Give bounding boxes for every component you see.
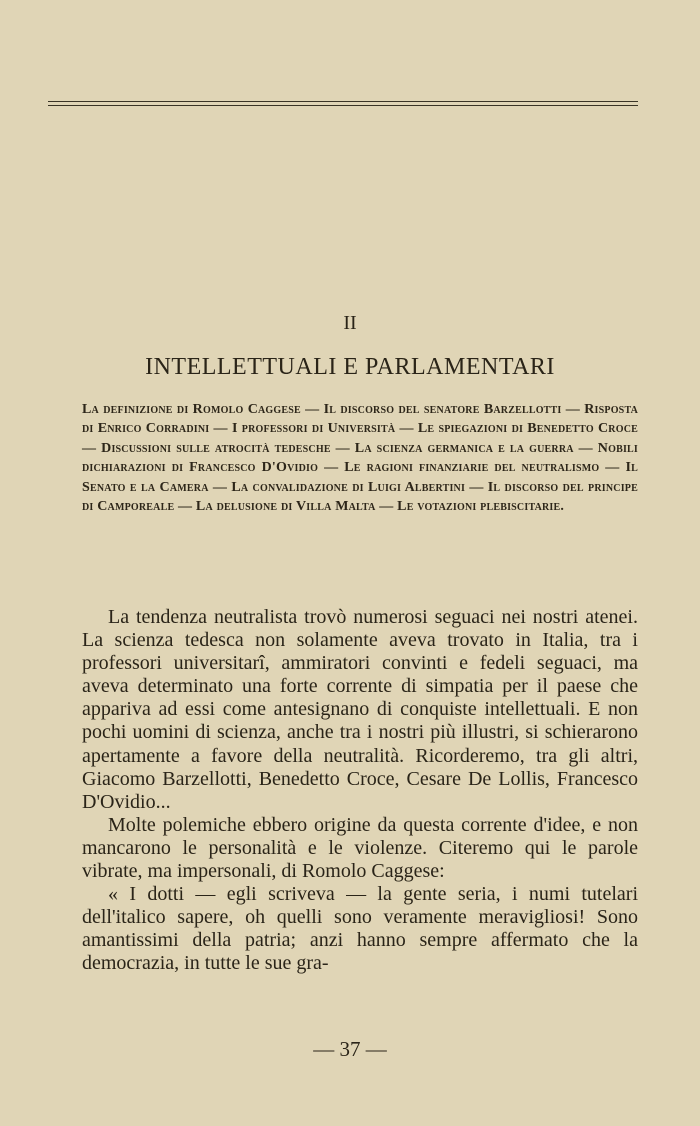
chapter-summary: La definizione di Romolo Caggese — Il discorso del senatore Barzellotti — Risposta di Enrico Corradini — I professori di Università — Le spiegazioni di Benedetto Croce — Discussioni sulle atrocità tedesche — La scienza germanica e la guerra — Nobili dichiarazioni di Francesco D'Ovidio — Le ragioni finanziarie del neutralismo — Il Senato e la Camera — La convalidazione di Luigi Albertini — Il discorso del principe di Camporeale — La delusione di Villa Malta — Le votazioni plebiscitarie. — [82, 402, 638, 515]
body-text — [82, 606, 638, 976]
paragraph: Molte polemiche ebbero origine da questa corrente d'idee, e non mancarono le personalità e le violenze. Citeremo qui le parole vibrate, ma impersonali, di Romolo Caggese: — [82, 813, 638, 883]
chapter-title: INTELLETTUALI E PARLAMENTARI — [145, 354, 555, 380]
header-rule-bottom — [48, 105, 638, 106]
header-rule-top — [48, 101, 638, 102]
chapter-number: II — [343, 312, 357, 334]
paragraph: La tendenza neutralista trovò numerosi seguaci nei nostri atenei. La scienza tedesca non solamente aveva trovato in Italia, tra i professori universitarî, ammiratori convinti e fedeli seguaci, ma aveva determinato una forte corrente di simpatia per il paese che appariva ad essi come antesignano di conquiste intellettuali. E non pochi uomini di scienza, anche tra i nostri più illustri, si schierarono apertamente a favore della neutralità. Ricorderemo, tra gli altri, Giacomo Barzellotti, Benedetto Croce, Cesare De Lollis, Francesco D'Ovidio... — [82, 606, 638, 813]
page-number: — 37 — — [313, 1037, 387, 1061]
paragraph: « I dotti — egli scriveva — la gente seria, i numi tutelari dell'italico sapere, oh quelli sono veramente meravigliosi! Sono amantissimi della patria; anzi hanno sempre affermato che la democrazia, in tutte le sue gra- — [82, 883, 638, 975]
